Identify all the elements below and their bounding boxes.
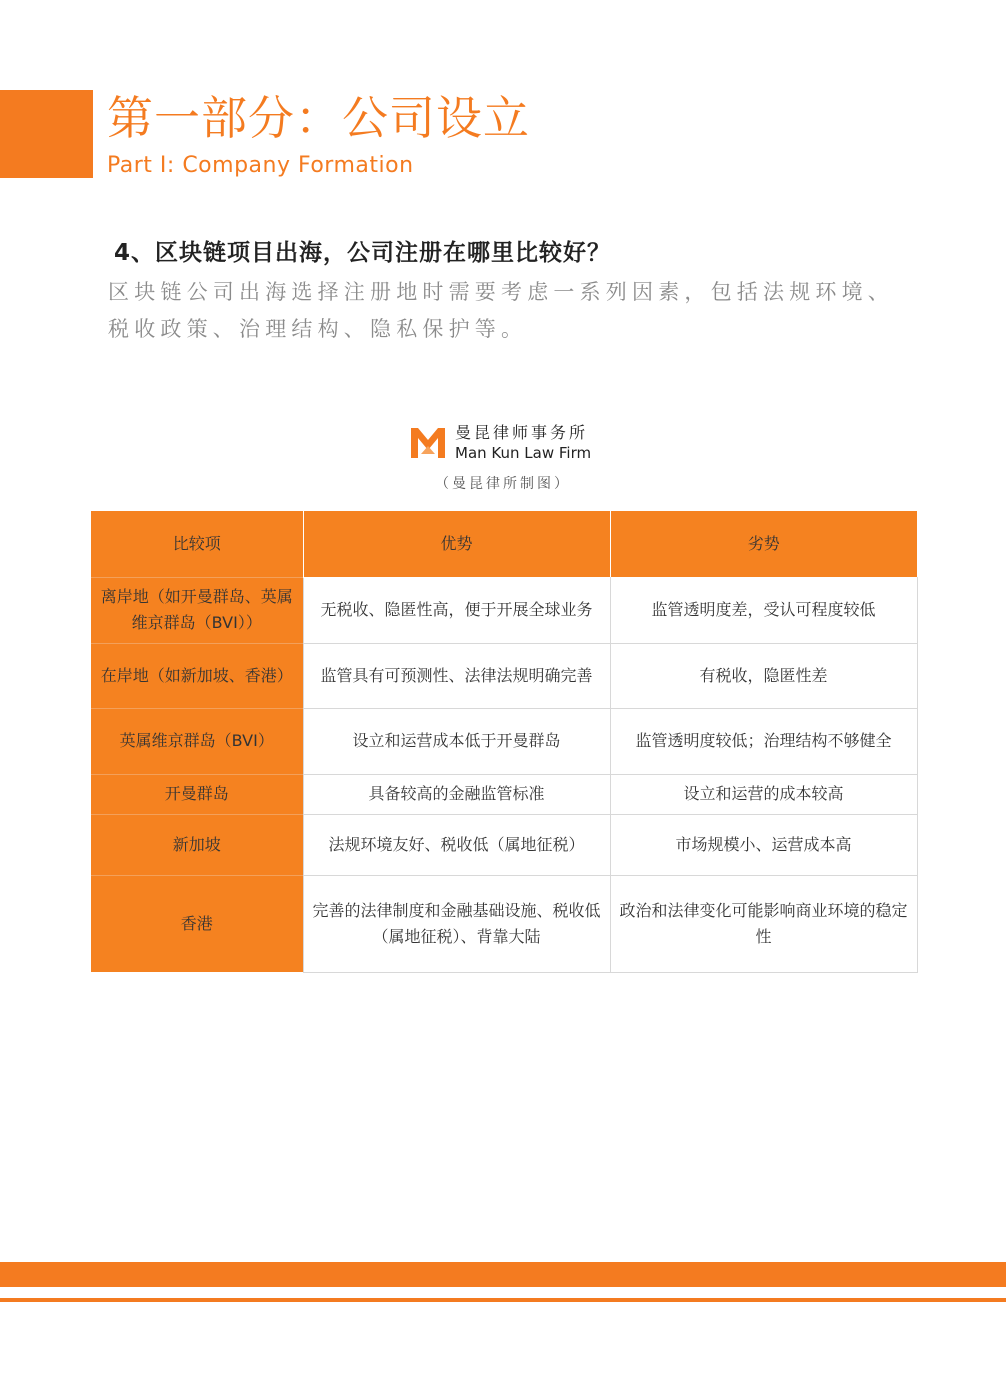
table-row xyxy=(91,814,917,875)
row-cons: 监管透明度较低；治理结构不够健全 xyxy=(610,708,917,774)
page-title: 第一部分：公司设立 xyxy=(107,91,530,145)
firm-name-en: Man Kun Law Firm xyxy=(455,444,592,462)
header-pros: 优势 xyxy=(303,511,610,577)
row-cons: 市场规模小、运营成本高 xyxy=(610,814,917,875)
row-label: 英属维京群岛（BVI） xyxy=(91,708,303,774)
row-label: 新加坡 xyxy=(91,814,303,875)
header-cons: 劣势 xyxy=(610,511,917,577)
table-row xyxy=(91,643,917,708)
section-intro: 区块链公司出海选择注册地时需要考虑一系列因素，包括法规环境、税收政策、治理结构、隐私保护等。 xyxy=(108,280,894,341)
table-header-row xyxy=(91,511,917,577)
row-pros: 完善的法律制度和金融基础设施、税收低（属地征税）、背靠大陆 xyxy=(303,875,610,972)
row-pros: 设立和运营成本低于开曼群岛 xyxy=(303,708,610,774)
section-question: 4、区块链项目出海，公司注册在哪里比较好？ xyxy=(114,240,612,266)
firm-logo-icon xyxy=(409,424,447,462)
row-cons: 政治和法律变化可能影响商业环境的稳定性 xyxy=(610,875,917,972)
row-cons: 监管透明度差，受认可程度较低 xyxy=(610,577,917,643)
row-cons: 设立和运营的成本较高 xyxy=(610,774,917,814)
row-pros: 法规环境友好、税收低（属地征税） xyxy=(303,814,610,875)
row-label: 香港 xyxy=(91,875,303,972)
page-subtitle: Part Ⅰ: Company Formation xyxy=(107,153,414,178)
table-row xyxy=(91,875,917,972)
footer-rule xyxy=(0,1298,1006,1302)
table-row xyxy=(91,774,917,814)
row-pros: 无税收、隐匿性高，便于开展全球业务 xyxy=(303,577,610,643)
table-row xyxy=(91,577,917,643)
row-label: 开曼群岛 xyxy=(91,774,303,814)
header-accent-block xyxy=(0,90,93,178)
firm-name-cn: 曼昆律师事务所 xyxy=(455,423,589,442)
row-label: 离岸地（如开曼群岛、英属维京群岛（BVI）） xyxy=(91,577,303,643)
firm-logo xyxy=(409,424,609,464)
header-item: 比较项 xyxy=(91,511,303,577)
row-label: 在岸地（如新加坡、香港） xyxy=(91,643,303,708)
row-pros: 监管具有可预测性、法律法规明确完善 xyxy=(303,643,610,708)
row-cons: 有税收，隐匿性差 xyxy=(610,643,917,708)
row-pros: 具备较高的金融监管标准 xyxy=(303,774,610,814)
table-row xyxy=(91,708,917,774)
comparison-table xyxy=(91,511,918,973)
footer-bar xyxy=(0,1262,1006,1287)
chart-caption: （曼昆律所制图） xyxy=(435,476,571,492)
